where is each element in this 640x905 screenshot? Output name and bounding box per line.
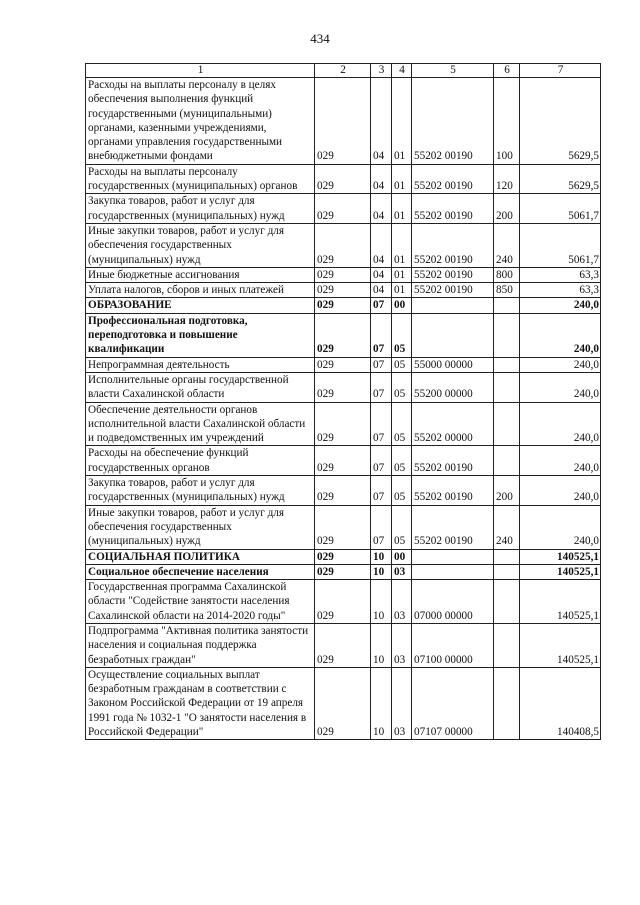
row-section-cell: 07 [371, 357, 392, 372]
table-row [86, 313, 601, 357]
row-sum-cell: 240,0 [520, 446, 601, 476]
row-sum-cell: 240,0 [520, 372, 601, 402]
row-section-cell: 07 [371, 446, 392, 476]
row-sum-cell: 63,3 [520, 267, 601, 282]
table-row [86, 623, 601, 667]
row-target-article-cell: 07100 00000 [412, 623, 494, 667]
row-sum-cell: 240,0 [520, 357, 601, 372]
row-ved-cell: 029 [315, 549, 371, 564]
header-cell-ved: 2 [315, 64, 371, 78]
row-sum-cell: 240,0 [520, 476, 601, 506]
table-row [86, 223, 601, 267]
row-name-cell: Закупка товаров, работ и услуг для государственных (муниципальных) нужд [86, 194, 315, 224]
table-row [86, 78, 601, 165]
table-row [86, 402, 601, 446]
row-name-cell: Иные бюджетные ассигнования [86, 267, 315, 282]
row-section-cell: 07 [371, 402, 392, 446]
row-ved-cell: 029 [315, 357, 371, 372]
row-section-cell: 07 [371, 313, 392, 357]
row-target-article-cell: 55202 00190 [412, 194, 494, 224]
table-row [86, 194, 601, 224]
row-section-cell: 04 [371, 78, 392, 165]
row-expense-type-cell: 850 [494, 283, 520, 298]
row-sum-cell: 5061,7 [520, 223, 601, 267]
row-sum-cell: 5629,5 [520, 164, 601, 194]
row-expense-type-cell: 200 [494, 194, 520, 224]
table-row [86, 549, 601, 564]
row-target-article-cell: 55202 00190 [412, 267, 494, 282]
table-row [86, 505, 601, 549]
row-subsection-cell: 01 [392, 164, 412, 194]
row-ved-cell: 029 [315, 476, 371, 506]
table-row [86, 667, 601, 739]
row-subsection-cell: 03 [392, 623, 412, 667]
row-name-cell: СОЦИАЛЬНАЯ ПОЛИТИКА [86, 549, 315, 564]
row-sum-cell: 240,0 [520, 313, 601, 357]
row-target-article-cell [412, 549, 494, 564]
row-section-cell: 10 [371, 564, 392, 579]
row-name-cell: Уплата налогов, сборов и иных платежей [86, 283, 315, 298]
row-ved-cell: 029 [315, 446, 371, 476]
table-row [86, 267, 601, 282]
row-target-article-cell: 55202 00190 [412, 283, 494, 298]
row-subsection-cell: 01 [392, 78, 412, 165]
row-ved-cell: 029 [315, 372, 371, 402]
row-name-cell: Закупка товаров, работ и услуг для государственных (муниципальных) нужд [86, 476, 315, 506]
row-ved-cell: 029 [315, 402, 371, 446]
row-ved-cell: 029 [315, 564, 371, 579]
row-expense-type-cell [494, 667, 520, 739]
row-name-cell: Расходы на выплаты персоналу государственных (муниципальных) органов [86, 164, 315, 194]
row-expense-type-cell [494, 357, 520, 372]
row-target-article-cell: 55202 00190 [412, 164, 494, 194]
row-name-cell: Расходы на выплаты персоналу в целях обеспечения выполнения функций государственными (муниципальными) органами, казенными учреждениями, органами управления государственными внебюджетными фондами [86, 78, 315, 165]
table-row [86, 298, 601, 313]
row-name-cell: Осуществление социальных выплат безработным гражданам в соответствии с Законом Российской Федерации от 19 апреля 1991 года № 1032-1 "О занятости населения в Российской Федерации" [86, 667, 315, 739]
row-ved-cell: 029 [315, 667, 371, 739]
row-sum-cell: 140525,1 [520, 580, 601, 624]
row-expense-type-cell: 200 [494, 476, 520, 506]
table-body [86, 78, 601, 740]
row-target-article-cell: 55200 00000 [412, 372, 494, 402]
row-ved-cell: 029 [315, 313, 371, 357]
row-section-cell: 04 [371, 194, 392, 224]
row-expense-type-cell [494, 623, 520, 667]
row-ved-cell: 029 [315, 298, 371, 313]
row-expense-type-cell: 240 [494, 223, 520, 267]
row-section-cell: 07 [371, 505, 392, 549]
row-sum-cell: 63,3 [520, 283, 601, 298]
row-target-article-cell: 55202 00190 [412, 476, 494, 506]
row-ved-cell: 029 [315, 164, 371, 194]
row-subsection-cell: 05 [392, 357, 412, 372]
row-target-article-cell: 55202 00000 [412, 402, 494, 446]
row-sum-cell: 240,0 [520, 298, 601, 313]
row-sum-cell: 240,0 [520, 402, 601, 446]
table-row [86, 164, 601, 194]
row-ved-cell: 029 [315, 623, 371, 667]
row-subsection-cell: 01 [392, 194, 412, 224]
row-sum-cell: 140408,5 [520, 667, 601, 739]
row-name-cell: Профессиональная подготовка, переподготовка и повышение квалификации [86, 313, 315, 357]
row-name-cell: Иные закупки товаров, работ и услуг для обеспечения государственных (муниципальных) нужд [86, 505, 315, 549]
header-cell-rz: 3 [371, 64, 392, 78]
row-sum-cell: 140525,1 [520, 623, 601, 667]
row-ved-cell: 029 [315, 580, 371, 624]
row-ved-cell: 029 [315, 194, 371, 224]
table-row [86, 580, 601, 624]
row-ved-cell: 029 [315, 283, 371, 298]
header-cell-name: 1 [86, 64, 315, 78]
row-sum-cell: 140525,1 [520, 549, 601, 564]
row-expense-type-cell [494, 402, 520, 446]
row-section-cell: 10 [371, 580, 392, 624]
row-subsection-cell: 05 [392, 313, 412, 357]
row-ved-cell: 029 [315, 78, 371, 165]
row-target-article-cell [412, 564, 494, 579]
row-name-cell: Подпрограмма "Активная политика занятости населения и социальная поддержка безработных граждан" [86, 623, 315, 667]
row-sum-cell: 240,0 [520, 505, 601, 549]
header-cell-csr: 5 [412, 64, 494, 78]
row-ved-cell: 029 [315, 223, 371, 267]
table-row [86, 564, 601, 579]
row-subsection-cell: 01 [392, 223, 412, 267]
table-row [86, 283, 601, 298]
table-row [86, 372, 601, 402]
row-section-cell: 10 [371, 549, 392, 564]
row-expense-type-cell [494, 313, 520, 357]
row-ved-cell: 029 [315, 267, 371, 282]
row-name-cell: Непрограммная деятельность [86, 357, 315, 372]
row-expense-type-cell [494, 298, 520, 313]
row-subsection-cell: 03 [392, 564, 412, 579]
row-name-cell: Расходы на обеспечение функций государственных органов [86, 446, 315, 476]
row-subsection-cell: 05 [392, 372, 412, 402]
row-target-article-cell: 55202 00190 [412, 223, 494, 267]
table-row [86, 446, 601, 476]
row-section-cell: 04 [371, 164, 392, 194]
row-name-cell: Исполнительные органы государственной власти Сахалинской области [86, 372, 315, 402]
row-expense-type-cell: 100 [494, 78, 520, 165]
page-number: 434 [310, 31, 330, 46]
row-ved-cell: 029 [315, 505, 371, 549]
row-sum-cell: 5061,7 [520, 194, 601, 224]
row-target-article-cell: 07000 00000 [412, 580, 494, 624]
row-expense-type-cell: 120 [494, 164, 520, 194]
header-cell-pr: 4 [392, 64, 412, 78]
budget-table [85, 63, 601, 740]
row-subsection-cell: 01 [392, 283, 412, 298]
row-section-cell: 10 [371, 623, 392, 667]
table-row [86, 357, 601, 372]
row-target-article-cell: 55202 00190 [412, 505, 494, 549]
row-section-cell: 04 [371, 267, 392, 282]
row-subsection-cell: 05 [392, 476, 412, 506]
row-target-article-cell: 55202 00190 [412, 446, 494, 476]
row-subsection-cell: 00 [392, 549, 412, 564]
row-expense-type-cell [494, 580, 520, 624]
row-expense-type-cell [494, 549, 520, 564]
row-subsection-cell: 05 [392, 446, 412, 476]
row-target-article-cell [412, 313, 494, 357]
table-row [86, 476, 601, 506]
row-expense-type-cell: 240 [494, 505, 520, 549]
row-section-cell: 04 [371, 283, 392, 298]
row-name-cell: Государственная программа Сахалинской области "Содействие занятости населения Сахалинской области на 2014-2020 годы" [86, 580, 315, 624]
row-name-cell: Социальное обеспечение населения [86, 564, 315, 579]
row-target-article-cell: 07107 00000 [412, 667, 494, 739]
row-expense-type-cell [494, 372, 520, 402]
row-subsection-cell: 05 [392, 505, 412, 549]
row-target-article-cell [412, 298, 494, 313]
row-target-article-cell: 55202 00190 [412, 78, 494, 165]
row-section-cell: 10 [371, 667, 392, 739]
row-subsection-cell: 00 [392, 298, 412, 313]
row-section-cell: 07 [371, 298, 392, 313]
row-expense-type-cell: 800 [494, 267, 520, 282]
table-header-row [86, 64, 601, 78]
row-section-cell: 07 [371, 372, 392, 402]
header-cell-vr: 6 [494, 64, 520, 78]
row-subsection-cell: 05 [392, 402, 412, 446]
row-name-cell: ОБРАЗОВАНИЕ [86, 298, 315, 313]
row-section-cell: 04 [371, 223, 392, 267]
row-section-cell: 07 [371, 476, 392, 506]
row-sum-cell: 5629,5 [520, 78, 601, 165]
row-subsection-cell: 03 [392, 580, 412, 624]
row-target-article-cell: 55000 00000 [412, 357, 494, 372]
header-cell-sum: 7 [520, 64, 601, 78]
row-name-cell: Иные закупки товаров, работ и услуг для обеспечения государственных (муниципальных) нужд [86, 223, 315, 267]
row-subsection-cell: 03 [392, 667, 412, 739]
row-expense-type-cell [494, 564, 520, 579]
row-sum-cell: 140525,1 [520, 564, 601, 579]
row-subsection-cell: 01 [392, 267, 412, 282]
row-name-cell: Обеспечение деятельности органов исполнительной власти Сахалинской области и подведомственных им учреждений [86, 402, 315, 446]
row-expense-type-cell [494, 446, 520, 476]
